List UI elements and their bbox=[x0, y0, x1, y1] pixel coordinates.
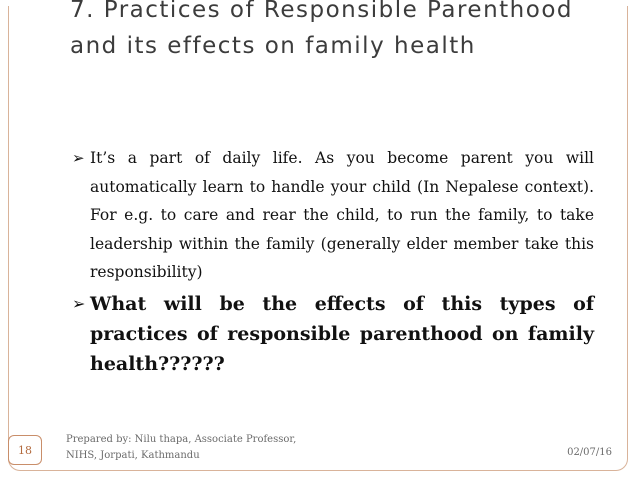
bullet-text: What will be the effects of this types of practices of responsible parenthood on family health?????? bbox=[90, 292, 594, 375]
bullet-text: It’s a part of daily life. As you become parent you will automatically learn to handle your child (In Nepalese context). For e.g. to care and rear the child, to run the family, to take leadership within the family (generally elder member take this responsibility) bbox=[90, 149, 594, 281]
bullet-item bbox=[72, 144, 594, 287]
bullet-item-question bbox=[72, 289, 594, 379]
footer-credit: Prepared by: Nilu thapa, Associate Professor, NIHS, Jorpati, Kathmandu bbox=[66, 434, 297, 461]
footer-date: 02/07/16 bbox=[567, 447, 612, 458]
arrow-right-icon: ➢ bbox=[72, 293, 86, 313]
arrow-right-icon: ➢ bbox=[72, 149, 85, 167]
slide-title: 7. Practices of Responsible Parenthood and its effects on family health bbox=[70, 0, 573, 59]
page-number: 18 bbox=[8, 435, 42, 465]
slide-body bbox=[72, 144, 594, 379]
